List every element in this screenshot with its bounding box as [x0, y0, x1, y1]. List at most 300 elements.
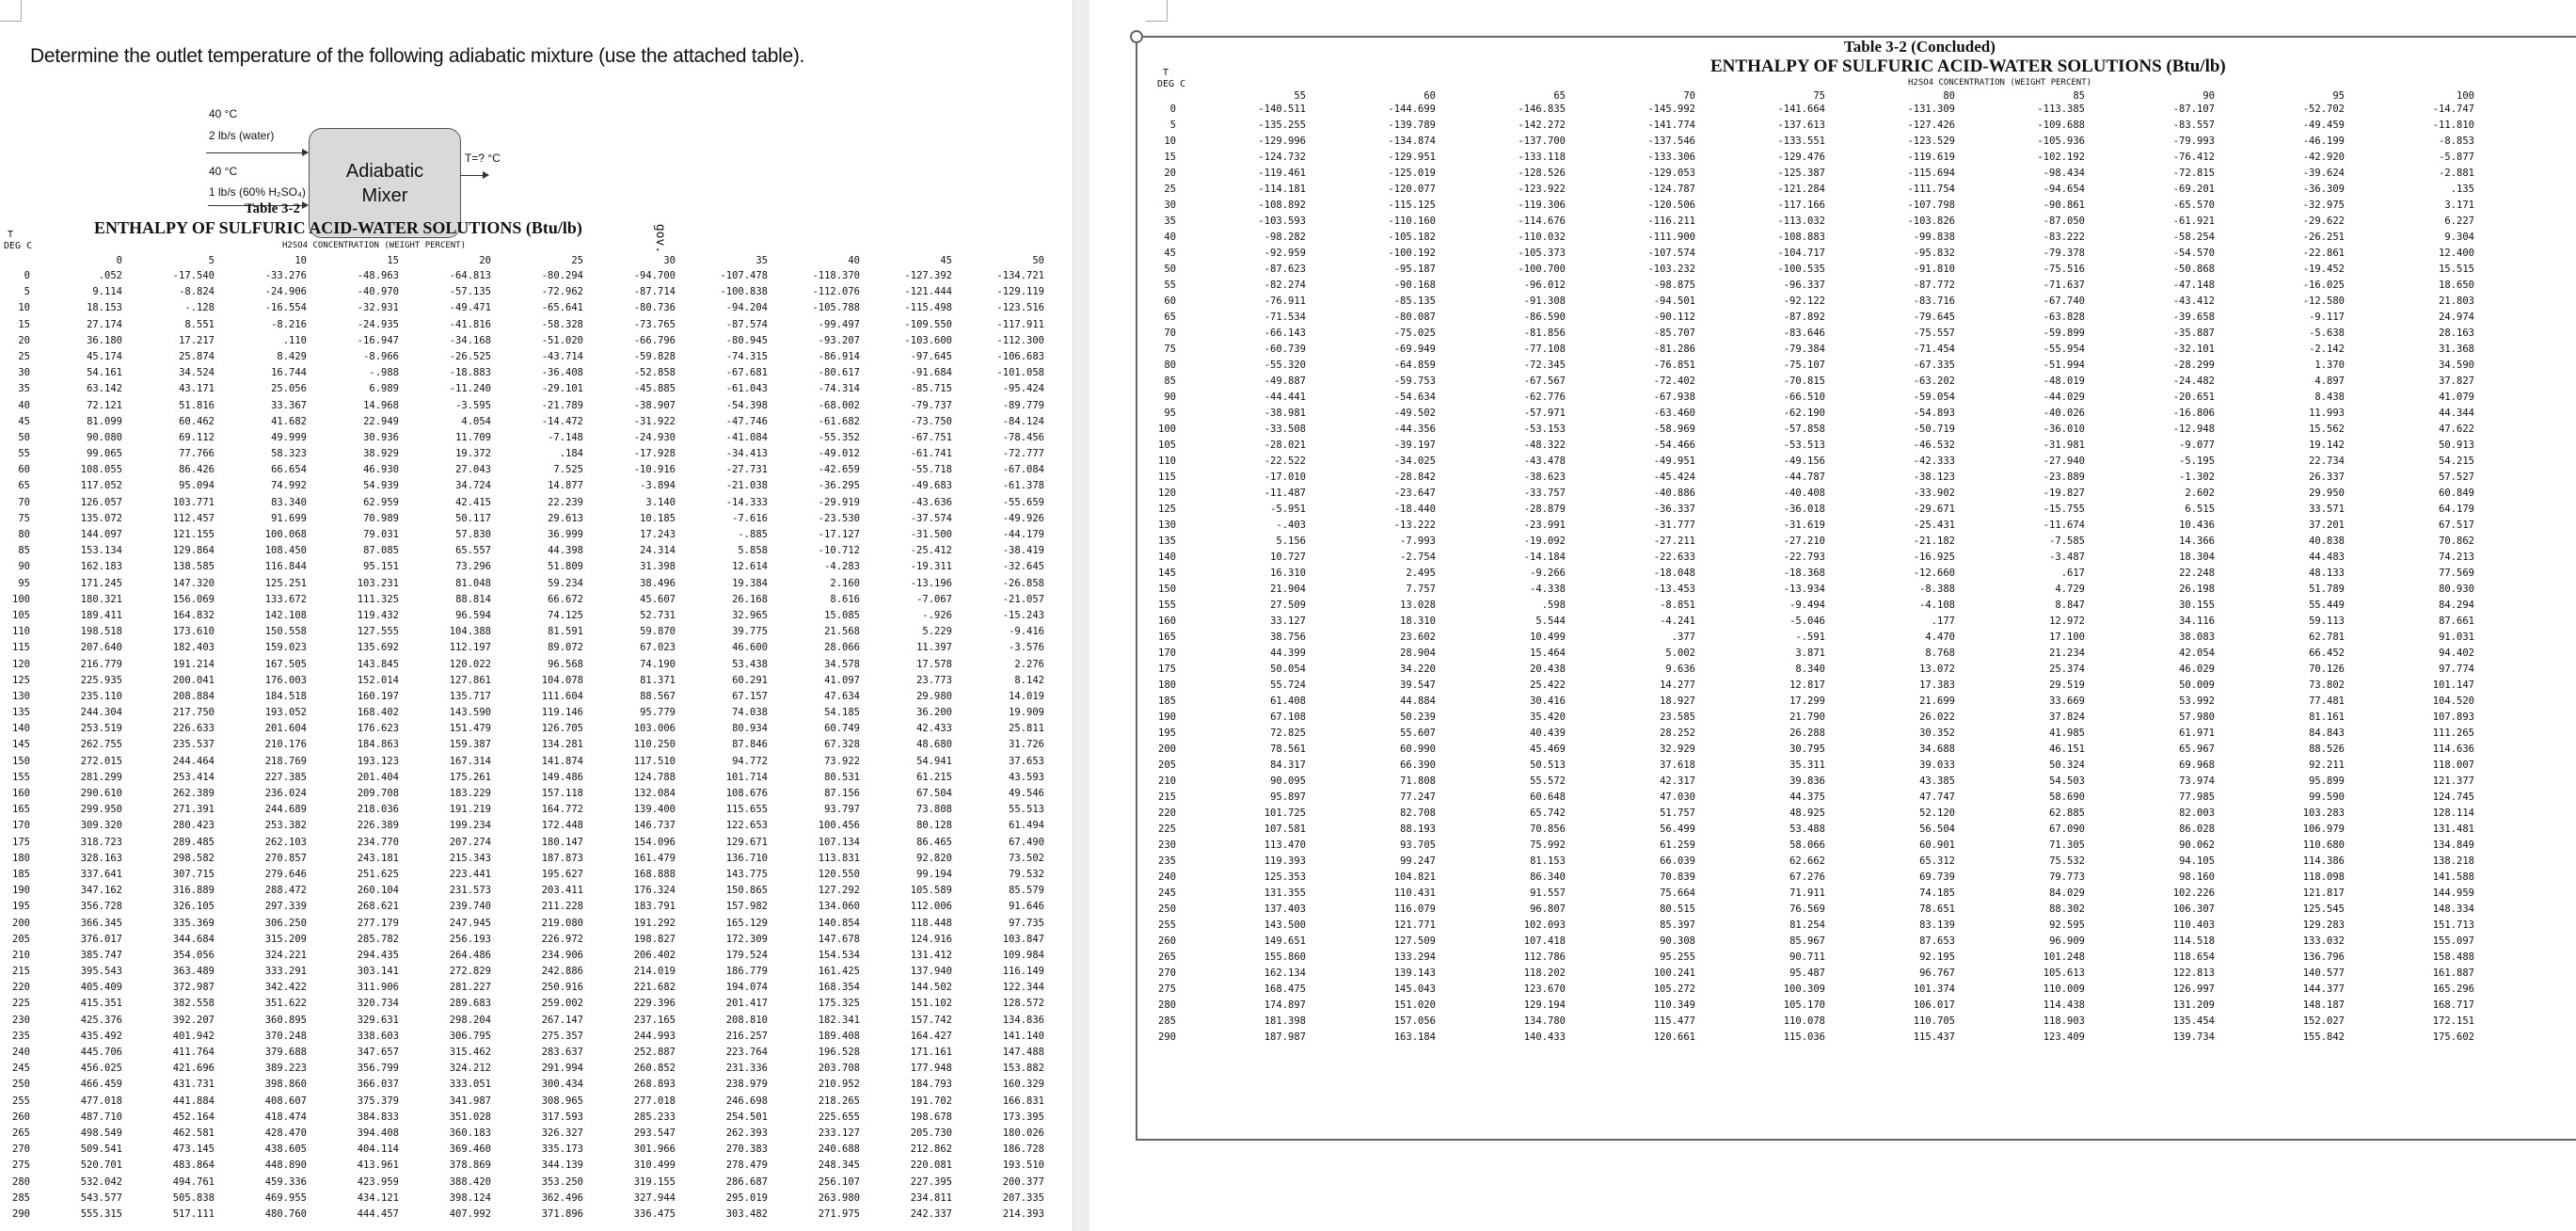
enthalpy-cell: 95.255 [1660, 951, 1695, 963]
enthalpy-cell: 80.531 [824, 771, 860, 783]
enthalpy-cell: 47.030 [1660, 791, 1695, 803]
enthalpy-cell: -32.931 [357, 302, 399, 314]
temperature-cell: 95 [18, 577, 30, 589]
enthalpy-cell: -115.694 [1907, 168, 1955, 179]
enthalpy-cell: 235.537 [172, 739, 215, 751]
enthalpy-cell: 121.377 [2432, 775, 2474, 787]
enthalpy-cell: 143.775 [725, 868, 768, 880]
table-row [0, 1029, 1044, 1045]
enthalpy-cell: -8.824 [179, 286, 215, 298]
enthalpy-cell: 102.093 [1523, 919, 1566, 931]
enthalpy-cell: -80.617 [818, 367, 860, 379]
enthalpy-cell: 39.547 [1400, 679, 1436, 691]
enthalpy-cell: 110.403 [2172, 919, 2215, 931]
enthalpy-cell: 38.083 [2179, 631, 2215, 643]
enthalpy-cell: 115.477 [1653, 1015, 1695, 1027]
enthalpy-cell: 277.018 [633, 1095, 676, 1107]
table-row [1150, 166, 2474, 182]
enthalpy-cell: 47.622 [2439, 424, 2474, 435]
enthalpy-cell: -67.740 [2043, 296, 2085, 307]
enthalpy-cell: 110.250 [633, 739, 676, 751]
enthalpy-cell: -80.087 [1393, 312, 1436, 323]
right-deg-label: DEG C [1157, 79, 1186, 89]
enthalpy-cell: 140.433 [1523, 1031, 1566, 1043]
enthalpy-cell: 144.377 [2302, 983, 2345, 995]
enthalpy-cell: -63.202 [1913, 376, 1955, 387]
enthalpy-cell: 18.310 [1400, 616, 1436, 627]
enthalpy-cell: 25.056 [271, 383, 307, 395]
enthalpy-cell: -58.254 [2172, 232, 2215, 243]
enthalpy-cell: -110.160 [1388, 216, 1436, 227]
enthalpy-cell: 39.033 [1919, 759, 1955, 771]
temperature-cell: 75 [18, 512, 30, 524]
enthalpy-cell: -71.454 [1913, 344, 1955, 355]
enthalpy-cell: 227.395 [910, 1175, 952, 1188]
enthalpy-cell: -63.828 [2043, 312, 2085, 323]
enthalpy-cell: 100.309 [1783, 983, 1825, 995]
enthalpy-cell: -101.058 [996, 367, 1044, 379]
enthalpy-cell: 70.856 [1530, 823, 1566, 835]
enthalpy-cell: -2.754 [1400, 552, 1436, 563]
enthalpy-cell: -108.892 [1258, 200, 1306, 211]
enthalpy-cell: 112.006 [910, 901, 952, 913]
enthalpy-cell: 42.054 [2179, 647, 2215, 659]
enthalpy-cell: -81.286 [1653, 344, 1695, 355]
enthalpy-cell: -14.184 [1523, 552, 1566, 563]
enthalpy-cell: -128.526 [1518, 168, 1566, 179]
enthalpy-cell: 17.100 [2049, 631, 2085, 643]
table-row [1150, 534, 2474, 550]
temperature-cell: 210 [12, 949, 30, 961]
enthalpy-cell: -67.751 [910, 431, 952, 443]
enthalpy-cell: -31.981 [2043, 440, 2085, 451]
column-header: 15 [387, 255, 399, 266]
table-row [1150, 662, 2474, 678]
enthalpy-cell: -7.585 [2049, 536, 2085, 547]
enthalpy-cell: 57.527 [2439, 472, 2474, 483]
enthalpy-cell: -94.654 [2043, 184, 2085, 195]
enthalpy-cell: 286.687 [725, 1175, 768, 1188]
enthalpy-cell: 445.706 [80, 1047, 122, 1058]
enthalpy-cell: 341.987 [449, 1095, 491, 1107]
temperature-cell: 190 [12, 885, 30, 897]
enthalpy-cell: 13.028 [1400, 600, 1436, 611]
enthalpy-cell: 132.084 [633, 788, 676, 799]
enthalpy-cell: 152.014 [357, 674, 399, 686]
enthalpy-cell: 8.142 [1014, 674, 1044, 686]
right-table-title: Table 3-2 (Concluded) [1844, 38, 1996, 56]
temperature-cell: 160 [12, 788, 30, 799]
table-row [0, 365, 1044, 381]
enthalpy-cell: -22.522 [1264, 456, 1306, 467]
enthalpy-cell: -83.716 [1913, 296, 1955, 307]
enthalpy-cell: 242.886 [541, 966, 583, 978]
enthalpy-cell: -72.815 [2172, 168, 2215, 179]
enthalpy-cell: 73.296 [455, 561, 491, 573]
enthalpy-cell: -5.195 [2179, 456, 2215, 467]
enthalpy-cell: -12.660 [1913, 568, 1955, 579]
enthalpy-cell: 35.311 [1789, 759, 1825, 771]
enthalpy-cell: 90.080 [87, 431, 122, 443]
enthalpy-cell: -145.992 [1647, 104, 1695, 115]
enthalpy-cell: 205.730 [910, 1127, 952, 1139]
enthalpy-cell: 344.684 [172, 933, 215, 945]
enthalpy-cell: 116.844 [264, 561, 307, 573]
enthalpy-cell: 26.288 [1789, 727, 1825, 739]
enthalpy-cell: 100.456 [818, 820, 860, 832]
enthalpy-cell: 22.248 [2179, 568, 2215, 579]
enthalpy-cell: -43.714 [541, 350, 583, 362]
enthalpy-cell: 85.967 [1789, 935, 1825, 947]
table-row [1150, 326, 2474, 342]
enthalpy-cell: 180.321 [80, 593, 122, 605]
enthalpy-cell: -22.861 [2302, 248, 2345, 259]
temperature-cell: 165 [1158, 631, 1176, 643]
enthalpy-cell: 193.510 [1002, 1159, 1044, 1172]
enthalpy-cell: 110.431 [1393, 887, 1436, 899]
temperature-cell: 255 [12, 1095, 30, 1107]
enthalpy-cell: 182.403 [172, 642, 215, 654]
left-table-title: Table 3-2 [245, 201, 301, 216]
enthalpy-cell: -7.148 [548, 431, 583, 443]
enthalpy-cell: 309.320 [80, 820, 122, 832]
enthalpy-cell: -19.827 [2043, 488, 2085, 499]
enthalpy-cell: 87.085 [363, 545, 399, 557]
enthalpy-cell: -53.513 [1783, 440, 1825, 451]
temperature-cell: 270 [1158, 967, 1176, 979]
enthalpy-cell: 444.457 [357, 1207, 399, 1220]
enthalpy-cell: 37.201 [2309, 520, 2345, 531]
table-row [0, 317, 1044, 333]
enthalpy-cell: -79.645 [1913, 312, 1955, 323]
resize-handle[interactable] [1130, 30, 1143, 43]
enthalpy-cell: 8.616 [830, 593, 860, 605]
enthalpy-cell: 71.305 [2049, 839, 2085, 851]
temperature-cell: 30 [18, 367, 30, 379]
enthalpy-cell: 168.888 [633, 868, 676, 880]
enthalpy-cell: 42.317 [1660, 775, 1695, 787]
enthalpy-cell: 324.221 [264, 949, 307, 961]
enthalpy-cell: 207.335 [1002, 1191, 1044, 1204]
enthalpy-cell: 146.737 [633, 820, 676, 832]
enthalpy-cell: 210.952 [818, 1079, 860, 1091]
enthalpy-cell: -109.550 [904, 318, 952, 330]
enthalpy-cell: 398.124 [449, 1191, 491, 1204]
enthalpy-cell: 67.276 [1789, 871, 1825, 883]
enthalpy-cell: -58.969 [1653, 424, 1695, 435]
enthalpy-cell: 54.941 [916, 755, 952, 767]
enthalpy-cell: -64.813 [449, 270, 491, 281]
enthalpy-cell: 37.824 [2049, 711, 2085, 723]
enthalpy-cell: 36.200 [916, 707, 952, 719]
enthalpy-cell: 59.870 [640, 626, 676, 638]
enthalpy-cell: 14.877 [548, 480, 583, 492]
enthalpy-cell: -21.789 [541, 399, 583, 411]
enthalpy-cell: 294.435 [357, 949, 399, 961]
enthalpy-cell: 50.913 [2439, 440, 2474, 451]
enthalpy-cell: 93.797 [824, 804, 860, 816]
enthalpy-cell: 122.653 [725, 820, 768, 832]
temperature-cell: 200 [12, 917, 30, 929]
enthalpy-cell: 58.066 [1789, 839, 1825, 851]
temperature-cell: 155 [1158, 600, 1176, 611]
enthalpy-cell: 369.460 [449, 1143, 491, 1156]
enthalpy-cell: -66.796 [633, 334, 676, 346]
enthalpy-cell: 517.111 [172, 1207, 215, 1220]
enthalpy-cell: 86.028 [2179, 823, 2215, 835]
enthalpy-cell: 209.708 [357, 788, 399, 799]
temperature-cell: 80 [18, 529, 30, 540]
enthalpy-cell: 19.142 [2309, 440, 2345, 451]
enthalpy-cell: 375.379 [357, 1095, 399, 1107]
enthalpy-cell: 66.654 [271, 464, 307, 476]
enthalpy-cell: 173.610 [172, 626, 215, 638]
enthalpy-cell: 351.622 [264, 998, 307, 1010]
enthalpy-cell: 33.367 [271, 399, 307, 411]
temperature-cell: 290 [1158, 1031, 1176, 1043]
enthalpy-cell: -.885 [738, 529, 768, 540]
temperature-cell: 220 [1158, 807, 1176, 819]
enthalpy-cell: -62.776 [1523, 392, 1566, 403]
enthalpy-cell: -54.634 [1393, 392, 1436, 403]
enthalpy-cell: 505.838 [172, 1191, 215, 1204]
enthalpy-cell: -105.788 [812, 302, 860, 314]
mixer-label-2: Mixer [361, 184, 408, 206]
enthalpy-cell: 67.157 [732, 690, 768, 702]
enthalpy-cell: -58.328 [541, 318, 583, 330]
enthalpy-cell: 142.108 [264, 609, 307, 621]
enthalpy-cell: -59.054 [1913, 392, 1955, 403]
enthalpy-cell: 320.734 [357, 998, 399, 1010]
enthalpy-cell: -24.935 [357, 318, 399, 330]
enthalpy-cell: -5.046 [1789, 616, 1825, 627]
temperature-cell: 260 [1158, 935, 1176, 947]
enthalpy-cell: 263.980 [818, 1191, 860, 1204]
enthalpy-cell: -42.920 [2302, 152, 2345, 163]
enthalpy-cell: -100.838 [720, 286, 768, 298]
enthalpy-cell: 473.145 [172, 1143, 215, 1156]
enthalpy-cell: 316.889 [172, 885, 215, 897]
enthalpy-cell: -67.681 [725, 367, 768, 379]
enthalpy-cell: 60.291 [732, 674, 768, 686]
enthalpy-cell: 452.164 [172, 1111, 215, 1123]
enthalpy-cell: 37.618 [1660, 759, 1695, 771]
enthalpy-cell: -68.002 [818, 399, 860, 411]
enthalpy-cell: 333.291 [264, 966, 307, 978]
enthalpy-cell: -9.117 [2309, 312, 2345, 323]
table-row [1150, 902, 2474, 918]
enthalpy-cell: -44.029 [2043, 392, 2085, 403]
enthalpy-cell: 118.448 [910, 917, 952, 929]
enthalpy-cell: 456.025 [80, 1063, 122, 1075]
enthalpy-cell: -38.623 [1523, 472, 1566, 483]
enthalpy-cell: 18.650 [2439, 280, 2474, 291]
enthalpy-cell: -72.345 [1523, 360, 1566, 371]
enthalpy-cell: 303.482 [725, 1207, 768, 1220]
enthalpy-cell: -28.879 [1523, 504, 1566, 515]
enthalpy-cell: -120.506 [1647, 200, 1695, 211]
enthalpy-cell: 1.370 [2314, 360, 2345, 371]
enthalpy-cell: 57.830 [455, 529, 491, 540]
enthalpy-cell: 487.710 [80, 1111, 122, 1123]
enthalpy-cell: 226.389 [357, 820, 399, 832]
enthalpy-cell: 62.885 [2049, 807, 2085, 819]
enthalpy-cell: 34.578 [824, 658, 860, 670]
enthalpy-cell: 65.312 [1919, 855, 1955, 867]
table-row [1150, 550, 2474, 566]
enthalpy-cell: 24.974 [2439, 312, 2474, 323]
enthalpy-cell: 133.032 [2302, 935, 2345, 947]
enthalpy-cell: 43.385 [1919, 775, 1955, 787]
enthalpy-cell: 121.155 [172, 529, 215, 540]
temperature-cell: 15 [1164, 152, 1176, 163]
enthalpy-cell: 107.418 [1523, 935, 1566, 947]
enthalpy-cell: 253.519 [80, 723, 122, 735]
enthalpy-cell: 16.744 [271, 367, 307, 379]
enthalpy-cell: -36.309 [2302, 184, 2345, 195]
enthalpy-cell: 174.897 [1264, 999, 1306, 1011]
enthalpy-cell: 155.860 [1264, 951, 1306, 963]
enthalpy-cell: 162.134 [1264, 967, 1306, 979]
enthalpy-cell: -102.192 [2037, 152, 2085, 163]
table-row [0, 851, 1044, 867]
temperature-cell: 180 [12, 852, 30, 864]
enthalpy-cell: 25.374 [2049, 663, 2085, 675]
enthalpy-cell: 172.448 [541, 820, 583, 832]
enthalpy-cell: 81.371 [640, 674, 676, 686]
table-row [1150, 566, 2474, 582]
enthalpy-cell: 118.202 [1523, 967, 1566, 979]
enthalpy-cell: 9.636 [1665, 663, 1695, 675]
enthalpy-cell: 103.771 [172, 496, 215, 508]
enthalpy-cell: -10.916 [633, 464, 676, 476]
enthalpy-cell: 74.992 [271, 480, 307, 492]
enthalpy-cell: 11.709 [455, 431, 491, 443]
enthalpy-cell: 96.568 [548, 658, 583, 670]
enthalpy-cell: -13.934 [1783, 584, 1825, 595]
enthalpy-cell: 74.038 [732, 707, 768, 719]
enthalpy-cell: 120.022 [449, 658, 491, 670]
enthalpy-cell: 278.479 [725, 1159, 768, 1172]
enthalpy-cell: -15.755 [2043, 504, 2085, 515]
enthalpy-cell: -31.500 [910, 529, 952, 540]
enthalpy-cell: 176.003 [264, 674, 307, 686]
enthalpy-cell: 91.699 [271, 512, 307, 524]
enthalpy-cell: 84.317 [1270, 759, 1306, 771]
enthalpy-cell: 317.593 [541, 1111, 583, 1123]
enthalpy-cell: 12.614 [732, 561, 768, 573]
enthalpy-cell: 262.389 [172, 788, 215, 799]
enthalpy-cell: 25.422 [1530, 679, 1566, 691]
enthalpy-cell: 30.795 [1789, 743, 1825, 755]
column-header: 0 [116, 255, 122, 266]
enthalpy-cell: -135.255 [1258, 120, 1306, 131]
enthalpy-cell: -119.461 [1258, 168, 1306, 179]
enthalpy-cell: 90.062 [2179, 839, 2215, 851]
enthalpy-cell: 172.309 [725, 933, 768, 945]
enthalpy-cell: 114.636 [2432, 743, 2474, 755]
enthalpy-cell: 175.325 [818, 998, 860, 1010]
enthalpy-cell: 15.464 [1530, 647, 1566, 659]
enthalpy-cell: 283.637 [541, 1047, 583, 1058]
enthalpy-cell: -66.510 [1783, 392, 1825, 403]
enthalpy-cell: 94.772 [732, 755, 768, 767]
enthalpy-cell: -32.101 [2172, 344, 2215, 355]
column-header: 75 [1813, 90, 1825, 102]
enthalpy-cell: -146.835 [1518, 104, 1566, 115]
enthalpy-cell: 14.968 [363, 399, 399, 411]
enthalpy-cell: -79.737 [910, 399, 952, 411]
enthalpy-cell: 244.689 [264, 804, 307, 816]
enthalpy-cell: 69.968 [2179, 759, 2215, 771]
enthalpy-cell: 138.218 [2432, 855, 2474, 867]
enthalpy-cell: 173.395 [1002, 1111, 1044, 1123]
enthalpy-cell: 10.185 [640, 512, 676, 524]
enthalpy-cell: -5.877 [2439, 152, 2474, 163]
enthalpy-cell: 122.813 [2172, 967, 2215, 979]
enthalpy-cell: 231.573 [449, 885, 491, 897]
table-row [1150, 694, 2474, 710]
page-gutter [1073, 0, 1091, 1231]
table-row [0, 980, 1044, 996]
enthalpy-cell: 77.766 [179, 448, 215, 460]
enthalpy-cell: 2.160 [830, 577, 860, 589]
enthalpy-cell: 299.950 [80, 804, 122, 816]
enthalpy-cell: -4.338 [1530, 584, 1566, 595]
enthalpy-cell: 109.984 [1002, 949, 1044, 961]
enthalpy-cell: 198.827 [633, 933, 676, 945]
enthalpy-cell: 106.307 [2172, 903, 2215, 915]
enthalpy-cell: 55.449 [2309, 600, 2345, 611]
enthalpy-cell: 141.874 [541, 755, 583, 767]
enthalpy-cell: 31.368 [2439, 344, 2474, 355]
temperature-cell: 175 [12, 836, 30, 848]
enthalpy-cell: 175.602 [2432, 1031, 2474, 1043]
enthalpy-cell: -39.197 [1393, 440, 1436, 451]
enthalpy-cell: 401.942 [172, 1030, 215, 1042]
enthalpy-cell: -34.168 [449, 334, 491, 346]
enthalpy-cell: 63.142 [87, 383, 122, 395]
table-row [1150, 102, 2474, 118]
enthalpy-cell: -5.638 [2309, 328, 2345, 339]
enthalpy-cell: 75.992 [1530, 839, 1566, 851]
enthalpy-cell: 362.496 [541, 1191, 583, 1204]
table-row [1150, 406, 2474, 422]
enthalpy-cell: 81.153 [1530, 855, 1566, 867]
enthalpy-cell: 149.486 [541, 771, 583, 783]
enthalpy-cell: -29.101 [541, 383, 583, 395]
enthalpy-cell: 124.788 [633, 771, 676, 783]
enthalpy-cell: 187.873 [541, 852, 583, 864]
enthalpy-cell: 69.112 [179, 431, 215, 443]
enthalpy-cell: 434.121 [357, 1191, 399, 1204]
enthalpy-cell: 189.411 [80, 609, 122, 621]
enthalpy-cell: -12.948 [2172, 424, 2215, 435]
enthalpy-cell: -42.333 [1913, 456, 1955, 467]
enthalpy-cell: 51.809 [548, 561, 583, 573]
enthalpy-cell: 441.884 [172, 1095, 215, 1107]
enthalpy-cell: 118.007 [2432, 759, 2474, 771]
enthalpy-cell: 389.223 [264, 1063, 307, 1075]
enthalpy-cell: -129.053 [1647, 168, 1695, 179]
enthalpy-cell: 236.024 [264, 788, 307, 799]
enthalpy-cell: 289.683 [449, 998, 491, 1010]
enthalpy-cell: 135.454 [2172, 1015, 2215, 1027]
enthalpy-cell: -23.889 [2043, 472, 2085, 483]
enthalpy-cell: -46.532 [1913, 440, 1955, 451]
enthalpy-cell: -95.832 [1913, 248, 1955, 259]
temperature-cell: 265 [12, 1127, 30, 1139]
